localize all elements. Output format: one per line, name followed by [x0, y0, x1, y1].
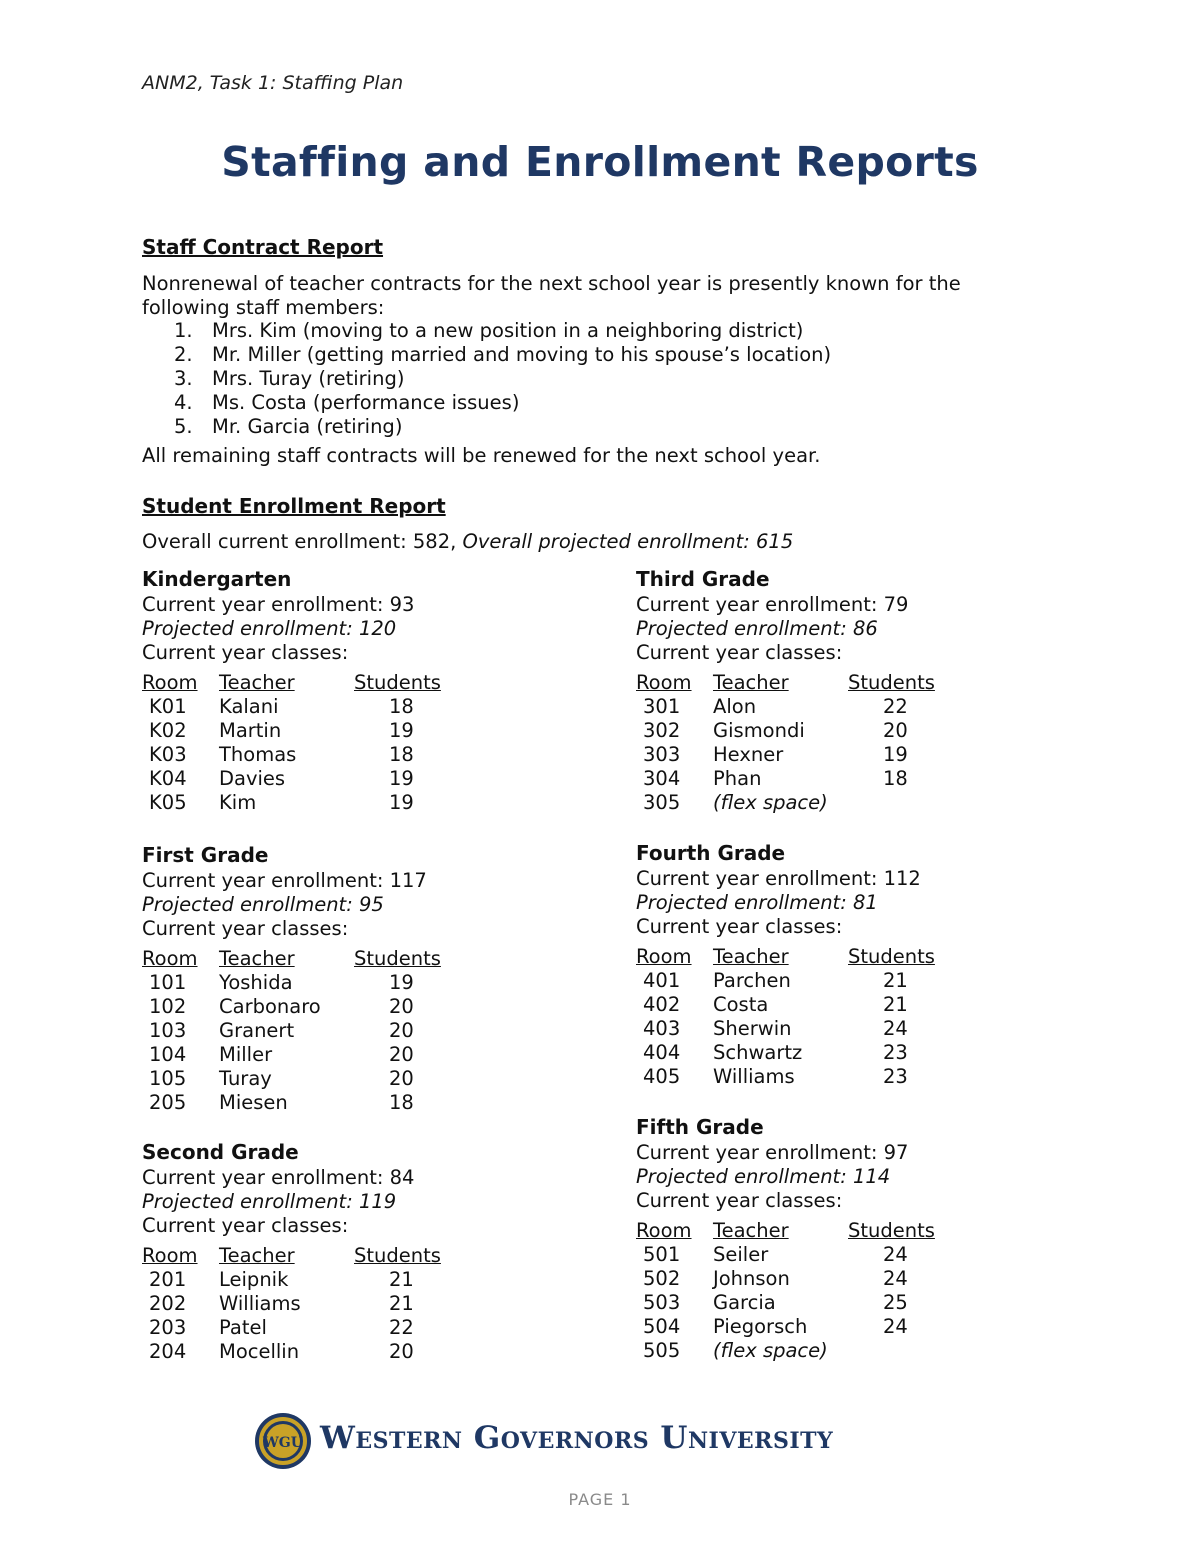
- projected-enrollment: Projected enrollment: 95: [142, 893, 384, 916]
- column-header-teacher: Teacher: [219, 1244, 295, 1267]
- students-cell: 18: [389, 743, 414, 766]
- grade-title: Kindergarten: [142, 567, 292, 591]
- teacher-cell: (flex space): [713, 791, 828, 814]
- students-cell: 21: [883, 969, 908, 992]
- table-header-row: [142, 1244, 479, 1268]
- staff-contract-outro: All remaining staff contracts will be renewed for the next school year.: [142, 444, 821, 467]
- room-cell: 204: [149, 1340, 187, 1363]
- column-header-room: Room: [142, 1244, 198, 1267]
- column-header-room: Room: [142, 671, 198, 694]
- column-header-students: Students: [354, 947, 441, 970]
- teacher-cell: Martin: [219, 719, 282, 742]
- column-header-teacher: Teacher: [219, 947, 295, 970]
- grade-title: Third Grade: [636, 567, 770, 591]
- teacher-cell: Williams: [219, 1292, 301, 1315]
- teacher-cell: Kalani: [219, 695, 279, 718]
- current-enrollment: Current year enrollment: 84: [142, 1166, 415, 1189]
- seal-text: WGU: [263, 1435, 303, 1451]
- table-header-row: [142, 947, 479, 971]
- staff-contract-intro: Nonrenewal of teacher contracts for the next school year is presently known for the following staff members:: [142, 272, 961, 319]
- students-cell: 21: [389, 1268, 414, 1291]
- teacher-cell: Costa: [713, 993, 769, 1016]
- list-number: 3.: [174, 367, 193, 390]
- table-row: [636, 969, 973, 993]
- table-row: [142, 791, 479, 815]
- wgu-logo: [254, 1410, 914, 1474]
- teacher-cell: Gismondi: [713, 719, 805, 742]
- room-cell: K05: [149, 791, 187, 814]
- overall-projected: Overall projected enrollment: 615: [462, 530, 794, 553]
- list-number: 2.: [174, 343, 193, 366]
- table-row: [142, 995, 479, 1019]
- table-row: [636, 791, 973, 815]
- teacher-cell: Johnson: [713, 1267, 790, 1290]
- current-enrollment: Current year enrollment: 93: [142, 593, 415, 616]
- projected-enrollment: Projected enrollment: 114: [636, 1165, 891, 1188]
- list-item: [174, 391, 831, 415]
- table-row: [636, 1243, 973, 1267]
- grade-third: [636, 565, 1056, 815]
- column-header-teacher: Teacher: [713, 945, 789, 968]
- table-row: [636, 1315, 973, 1339]
- teacher-cell: Miller: [219, 1043, 273, 1066]
- column-header-room: Room: [636, 945, 692, 968]
- table-row: [142, 767, 479, 791]
- classes-label: Current year classes:: [142, 1214, 349, 1237]
- room-cell: 304: [643, 767, 681, 790]
- students-cell: 22: [389, 1316, 414, 1339]
- staff-contract-heading: Staff Contract Report: [142, 235, 384, 259]
- room-cell: 104: [149, 1043, 187, 1066]
- room-cell: 302: [643, 719, 681, 742]
- teacher-cell: Miesen: [219, 1091, 288, 1114]
- room-cell: 101: [149, 971, 187, 994]
- table-row: [636, 719, 973, 743]
- teacher-cell: Turay: [219, 1067, 272, 1090]
- students-cell: 18: [389, 695, 414, 718]
- classes-table: [636, 1219, 973, 1363]
- column-header-room: Room: [636, 671, 692, 694]
- classes-label: Current year classes:: [636, 915, 843, 938]
- room-cell: 305: [643, 791, 681, 814]
- classes-table: [636, 671, 973, 815]
- list-text: Mr. Garcia (retiring): [212, 415, 403, 438]
- room-cell: 105: [149, 1067, 187, 1090]
- column-header-room: Room: [142, 947, 198, 970]
- teacher-cell: Schwartz: [713, 1041, 803, 1064]
- column-header-students: Students: [848, 671, 935, 694]
- teacher-cell: Alon: [713, 695, 757, 718]
- list-text: Mr. Miller (getting married and moving to his spouse’s location): [212, 343, 832, 366]
- teacher-cell: (flex space): [713, 1339, 828, 1362]
- table-row: [636, 1291, 973, 1315]
- table-row: [636, 743, 973, 767]
- overall-current: Overall current enrollment: 582,: [142, 530, 457, 553]
- grade-title: First Grade: [142, 843, 269, 867]
- table-row: [142, 1340, 479, 1364]
- teacher-cell: Garcia: [713, 1291, 776, 1314]
- room-cell: 405: [643, 1065, 681, 1088]
- teacher-cell: Hexner: [713, 743, 784, 766]
- current-enrollment: Current year enrollment: 117: [142, 869, 427, 892]
- grade-first: [142, 841, 562, 1115]
- list-item: [174, 319, 831, 343]
- table-header-row: [636, 671, 973, 695]
- teacher-cell: Patel: [219, 1316, 267, 1339]
- column-header-room: Room: [636, 1219, 692, 1242]
- table-row: [636, 1267, 973, 1291]
- room-cell: 501: [643, 1243, 681, 1266]
- projected-enrollment: Projected enrollment: 119: [142, 1190, 397, 1213]
- table-row: [636, 1339, 973, 1363]
- students-cell: 20: [389, 1067, 414, 1090]
- students-cell: 19: [883, 743, 908, 766]
- classes-table: [636, 945, 973, 1089]
- classes-table: [142, 671, 479, 815]
- teacher-cell: Leipnik: [219, 1268, 289, 1291]
- table-row: [636, 1017, 973, 1041]
- room-cell: 504: [643, 1315, 681, 1338]
- overall-enrollment: [142, 530, 793, 554]
- classes-label: Current year classes:: [636, 641, 843, 664]
- list-item: [174, 415, 831, 439]
- room-cell: K04: [149, 767, 187, 790]
- students-cell: 19: [389, 767, 414, 790]
- students-cell: 24: [883, 1243, 908, 1266]
- table-row: [636, 1065, 973, 1089]
- list-item: [174, 367, 831, 391]
- document-header: ANM2, Task 1: Staffing Plan: [142, 72, 404, 94]
- teacher-cell: Williams: [713, 1065, 795, 1088]
- teacher-cell: Carbonaro: [219, 995, 321, 1018]
- list-text: Ms. Costa (performance issues): [212, 391, 520, 414]
- list-text: Mrs. Kim (moving to a new position in a neighboring district): [212, 319, 804, 342]
- teacher-cell: Granert: [219, 1019, 295, 1042]
- room-cell: 103: [149, 1019, 187, 1042]
- room-cell: 401: [643, 969, 681, 992]
- table-row: [636, 767, 973, 791]
- room-cell: 202: [149, 1292, 187, 1315]
- table-row: [142, 1067, 479, 1091]
- table-row: [142, 1316, 479, 1340]
- students-cell: 20: [883, 719, 908, 742]
- teacher-cell: Seiler: [713, 1243, 769, 1266]
- current-enrollment: Current year enrollment: 112: [636, 867, 921, 890]
- table-header-row: [636, 1219, 973, 1243]
- students-cell: 18: [389, 1091, 414, 1114]
- table-row: [142, 1019, 479, 1043]
- grade-title: Fifth Grade: [636, 1115, 764, 1139]
- list-text: Mrs. Turay (retiring): [212, 367, 405, 390]
- room-cell: K02: [149, 719, 187, 742]
- grade-title: Second Grade: [142, 1140, 299, 1164]
- grade-kindergarten: [142, 565, 562, 815]
- grade-fifth: [636, 1113, 1056, 1363]
- teacher-cell: Phan: [713, 767, 762, 790]
- room-cell: K03: [149, 743, 187, 766]
- grade-fourth: [636, 839, 1056, 1089]
- table-header-row: [142, 671, 479, 695]
- university-seal-icon: [254, 1412, 312, 1470]
- column-header-teacher: Teacher: [713, 671, 789, 694]
- classes-label: Current year classes:: [636, 1189, 843, 1212]
- room-cell: 403: [643, 1017, 681, 1040]
- projected-enrollment: Projected enrollment: 81: [636, 891, 878, 914]
- students-cell: 23: [883, 1041, 908, 1064]
- students-cell: 18: [883, 767, 908, 790]
- students-cell: 21: [883, 993, 908, 1016]
- students-cell: 24: [883, 1267, 908, 1290]
- students-cell: 25: [883, 1291, 908, 1314]
- projected-enrollment: Projected enrollment: 120: [142, 617, 397, 640]
- column-header-students: Students: [354, 1244, 441, 1267]
- room-cell: 502: [643, 1267, 681, 1290]
- list-item: [174, 343, 831, 367]
- table-row: [142, 743, 479, 767]
- classes-table: [142, 947, 479, 1115]
- table-row: [636, 993, 973, 1017]
- table-row: [142, 1043, 479, 1067]
- classes-label: Current year classes:: [142, 917, 349, 940]
- column-header-students: Students: [848, 1219, 935, 1242]
- nonrenewal-list: [174, 319, 831, 439]
- students-cell: 23: [883, 1065, 908, 1088]
- grade-title: Fourth Grade: [636, 841, 786, 865]
- enrollment-heading: Student Enrollment Report: [142, 494, 446, 518]
- students-cell: 19: [389, 971, 414, 994]
- students-cell: 24: [883, 1315, 908, 1338]
- column-header-students: Students: [848, 945, 935, 968]
- list-number: 1.: [174, 319, 193, 342]
- room-cell: K01: [149, 695, 187, 718]
- projected-enrollment: Projected enrollment: 86: [636, 617, 878, 640]
- table-header-row: [636, 945, 973, 969]
- list-number: 4.: [174, 391, 193, 414]
- table-row: [636, 695, 973, 719]
- wgu-wordmark: Western Governors University: [320, 1420, 834, 1456]
- students-cell: 19: [389, 791, 414, 814]
- teacher-cell: Yoshida: [219, 971, 293, 994]
- column-header-teacher: Teacher: [713, 1219, 789, 1242]
- students-cell: 20: [389, 1019, 414, 1042]
- teacher-cell: Davies: [219, 767, 286, 790]
- column-header-teacher: Teacher: [219, 671, 295, 694]
- table-row: [142, 695, 479, 719]
- room-cell: 201: [149, 1268, 187, 1291]
- teacher-cell: Piegorsch: [713, 1315, 808, 1338]
- students-cell: 20: [389, 995, 414, 1018]
- students-cell: 19: [389, 719, 414, 742]
- room-cell: 404: [643, 1041, 681, 1064]
- room-cell: 402: [643, 993, 681, 1016]
- room-cell: 505: [643, 1339, 681, 1362]
- table-row: [142, 1268, 479, 1292]
- page-title: Staffing and Enrollment Reports: [221, 138, 979, 186]
- table-row: [142, 971, 479, 995]
- column-header-students: Students: [354, 671, 441, 694]
- current-enrollment: Current year enrollment: 79: [636, 593, 909, 616]
- teacher-cell: Parchen: [713, 969, 791, 992]
- room-cell: 203: [149, 1316, 187, 1339]
- table-row: [142, 1091, 479, 1115]
- room-cell: 301: [643, 695, 681, 718]
- room-cell: 303: [643, 743, 681, 766]
- teacher-cell: Sherwin: [713, 1017, 792, 1040]
- room-cell: 205: [149, 1091, 187, 1114]
- table-row: [636, 1041, 973, 1065]
- teacher-cell: Thomas: [219, 743, 297, 766]
- students-cell: 20: [389, 1043, 414, 1066]
- page-number: PAGE 1: [568, 1490, 632, 1509]
- teacher-cell: Kim: [219, 791, 257, 814]
- students-cell: 22: [883, 695, 908, 718]
- room-cell: 503: [643, 1291, 681, 1314]
- teacher-cell: Mocellin: [219, 1340, 300, 1363]
- table-row: [142, 1292, 479, 1316]
- list-number: 5.: [174, 415, 193, 438]
- current-enrollment: Current year enrollment: 97: [636, 1141, 909, 1164]
- classes-table: [142, 1244, 479, 1364]
- table-row: [142, 719, 479, 743]
- students-cell: 20: [389, 1340, 414, 1363]
- students-cell: 24: [883, 1017, 908, 1040]
- grade-second: [142, 1138, 562, 1364]
- students-cell: 21: [389, 1292, 414, 1315]
- room-cell: 102: [149, 995, 187, 1018]
- classes-label: Current year classes:: [142, 641, 349, 664]
